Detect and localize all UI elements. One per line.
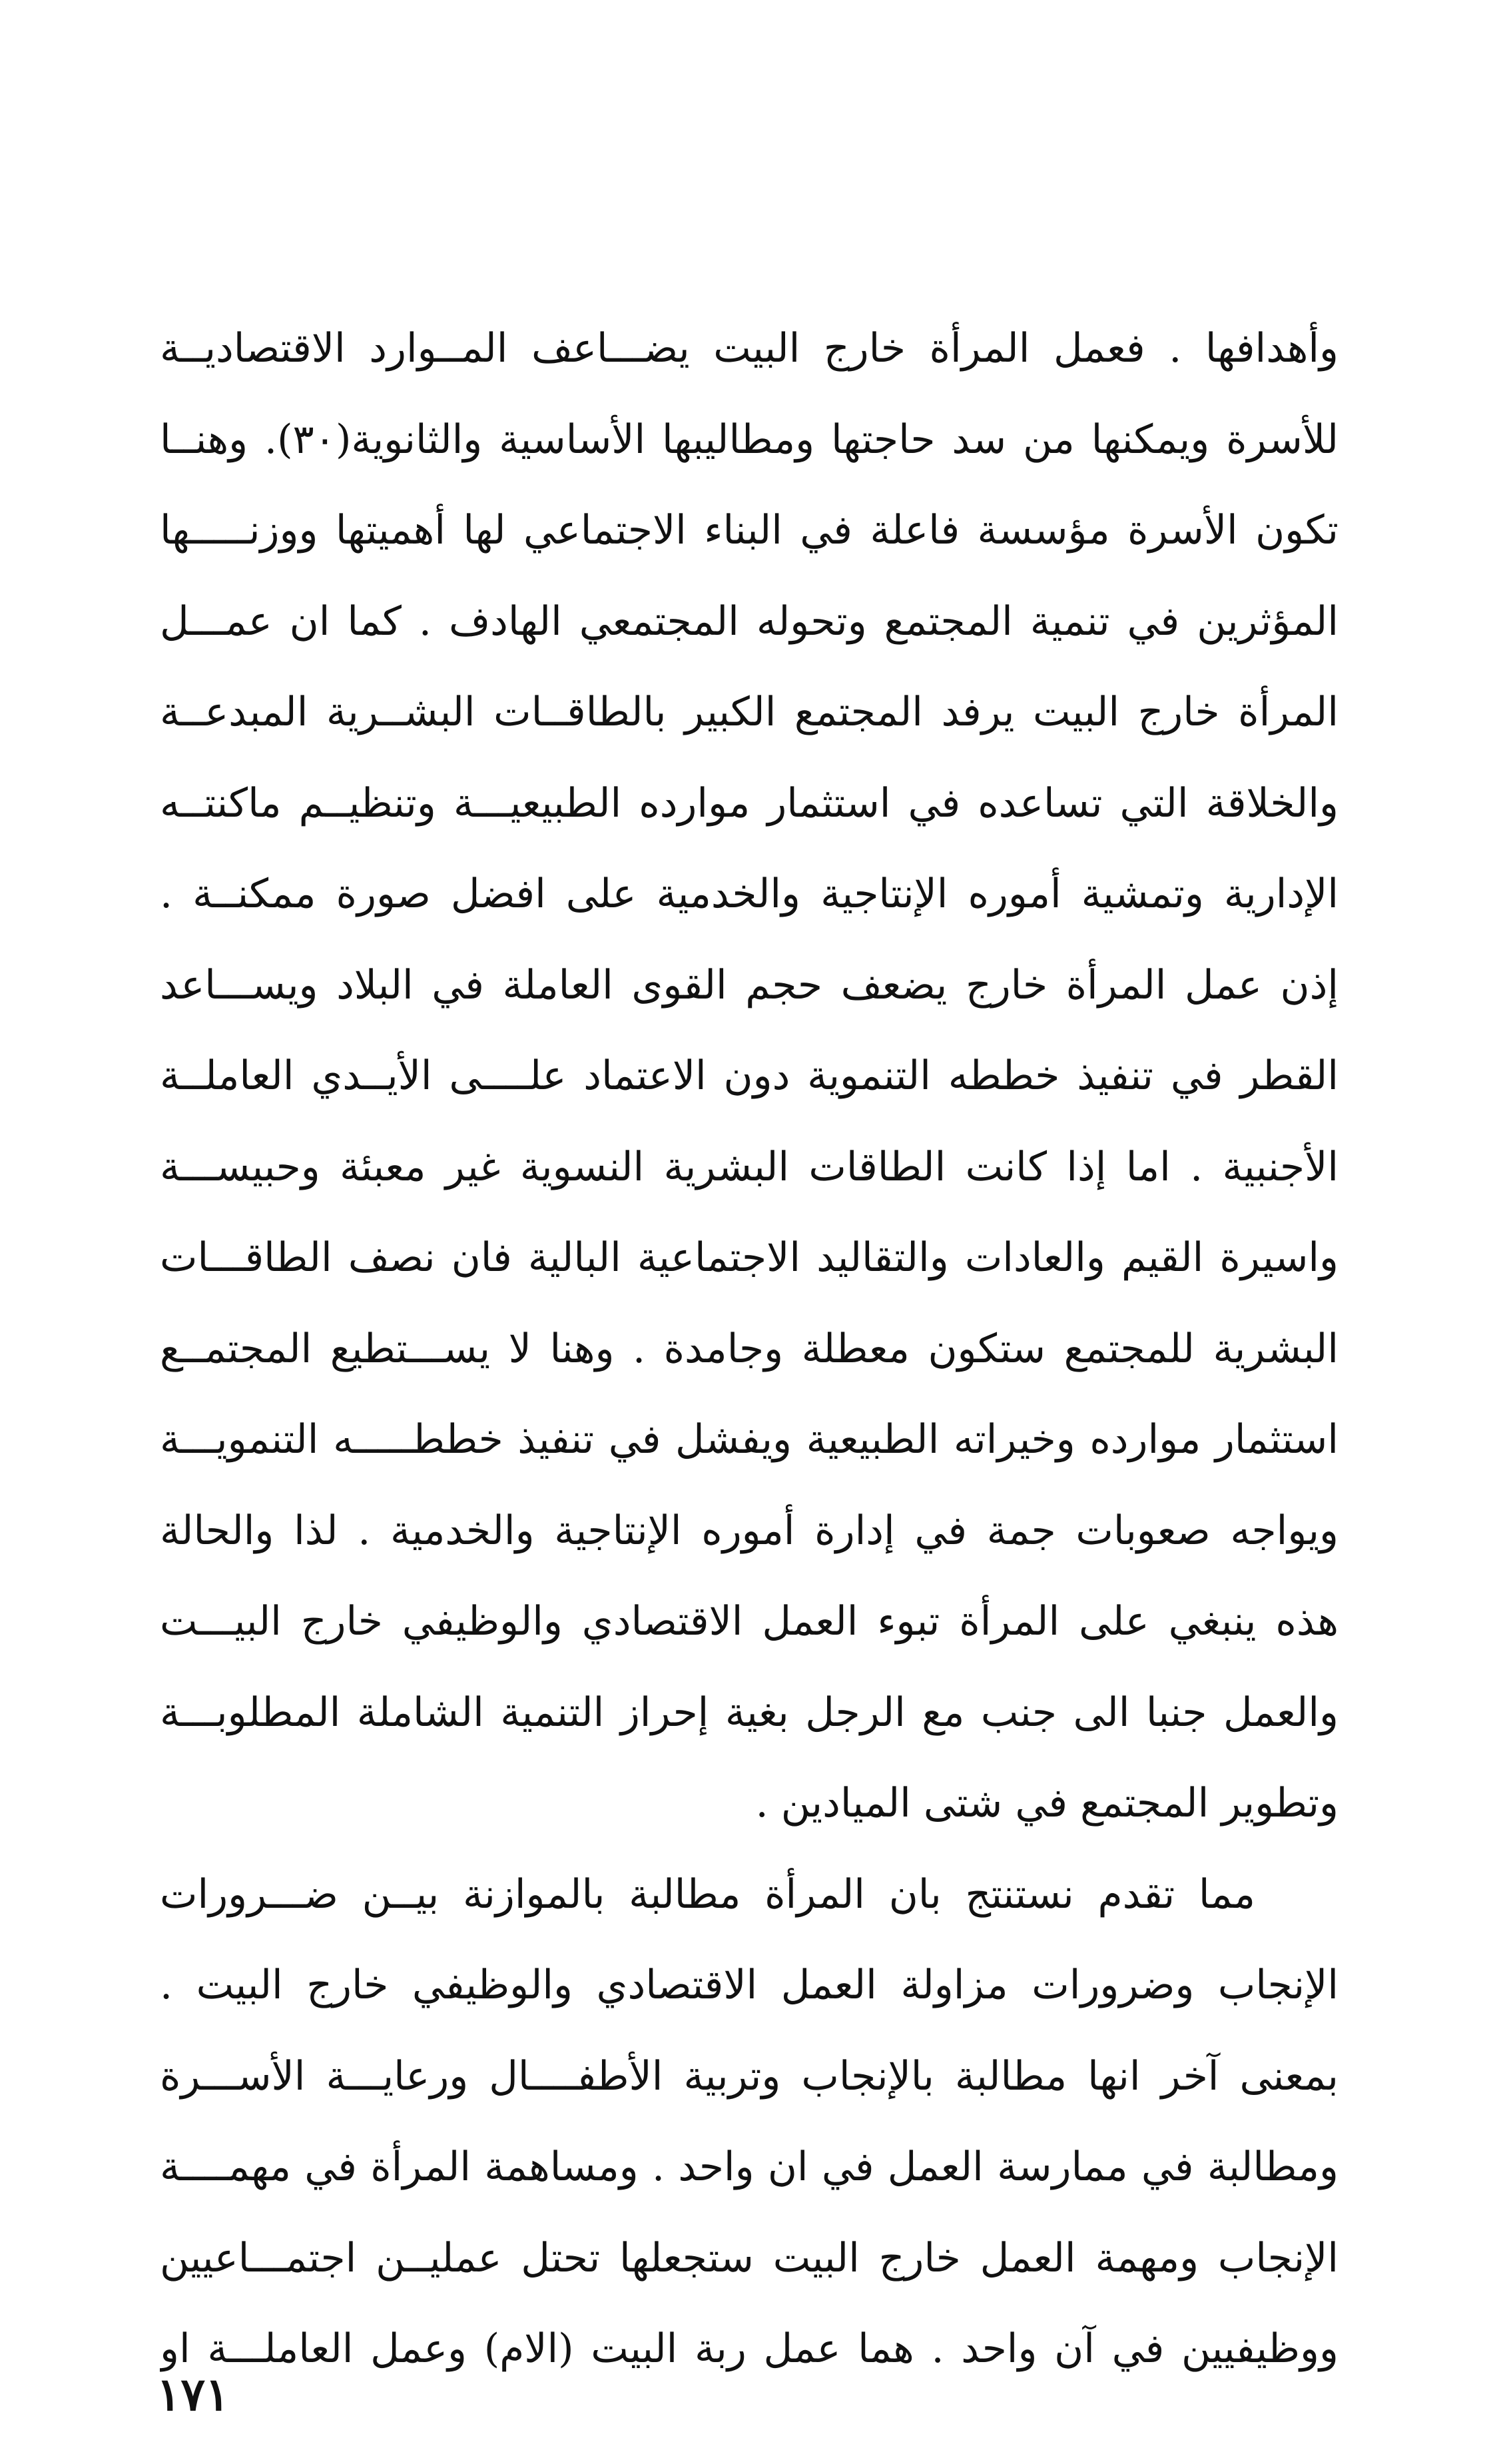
- text-line: بمعنى آخر انها مطالبة بالإنجاب وتربية الأطفــــال ورعايـــة الأســـرة: [160, 2052, 1339, 2100]
- text-line: البشرية للمجتمع ستكون معطلة وجامدة . وهنا لا يســـتطيع المجتمــع: [160, 1325, 1339, 1372]
- text-line: الأجنبية . اما إذا كانت الطاقات البشرية النسوية غير معبئة وحبيســـة: [160, 1143, 1339, 1190]
- text-line: تكون الأسرة مؤسسة فاعلة في البناء الاجتماعي لها أهميتها ووزنـــــها: [160, 507, 1339, 554]
- text-line: والعمل جنبا الى جنب مع الرجل بغية إحراز التنمية الشاملة المطلوبـــة: [160, 1689, 1339, 1736]
- page-number: ١٧١: [156, 2368, 230, 2421]
- text-line: الإنجاب وضرورات مزاولة العمل الاقتصادي والوظيفي خارج البيت .: [160, 1962, 1339, 2008]
- text-line: الإنجاب ومهمة العمل خارج البيت ستجعلها تحتل عمليــن اجتمـــاعيين: [160, 2234, 1339, 2281]
- text-line: وأهدافها . فعمل المرأة خارج البيت يضـــاعف المــوارد الاقتصاديــة: [160, 325, 1339, 372]
- text-line: هذه ينبغي على المرأة تبوء العمل الاقتصادي والوظيفي خارج البيـــت: [160, 1598, 1339, 1645]
- text-line: واسيرة القيم والعادات والتقاليد الاجتماعية البالية فان نصف الطاقـــات: [160, 1234, 1339, 1281]
- text-line: ووظيفيين في آن واحد . هما عمل ربة البيت (الام) وعمل العاملـــة او: [160, 2325, 1339, 2372]
- text-line: إذن عمل المرأة خارج يضعف حجم القوى العاملة في البلاد ويســـاعد: [160, 961, 1339, 1009]
- text-line: القطر في تنفيذ خططه التنموية دون الاعتماد علــــى الأيــدي العاملــة: [160, 1052, 1339, 1099]
- text-line: استثمار موارده وخيراته الطبيعية ويفشل في تنفيذ خططـــــه التنمويـــة: [160, 1416, 1339, 1463]
- text-line: ومطالبة في ممارسة العمل في ان واحد . ومساهمة المرأة في مهمــــة: [160, 2144, 1339, 2190]
- text-line: الإدارية وتمشية أموره الإنتاجية والخدمية على افضل صورة ممكنــة .: [160, 871, 1339, 917]
- text-line: والخلاقة التي تساعده في استثمار موارده الطبيعيـــة وتنظيــم ماكنتــه: [160, 779, 1339, 827]
- body-text: [160, 303, 1339, 2395]
- paragraph-end-line: وتطوير المجتمع في شتى الميادين .: [755, 1780, 1339, 1827]
- text-line: المرأة خارج البيت يرفد المجتمع الكبير بالطاقــات البشــرية المبدعــة: [160, 689, 1339, 735]
- text-line: للأسرة ويمكنها من سد حاجتها ومطاليبها الأساسية والثانوية(٣٠). وهنــا: [160, 416, 1339, 463]
- text-line: ويواجه صعوبات جمة في إدارة أموره الإنتاجية والخدمية . لذا والحالة: [160, 1507, 1339, 1554]
- paragraph-start-line: مما تقدم نستنتج بان المرأة مطالبة بالموازنة بيــن ضـــرورات: [160, 1870, 1255, 1918]
- text-line: المؤثرين في تنمية المجتمع وتحوله المجتمعي الهادف . كما ان عمـــل: [160, 598, 1339, 645]
